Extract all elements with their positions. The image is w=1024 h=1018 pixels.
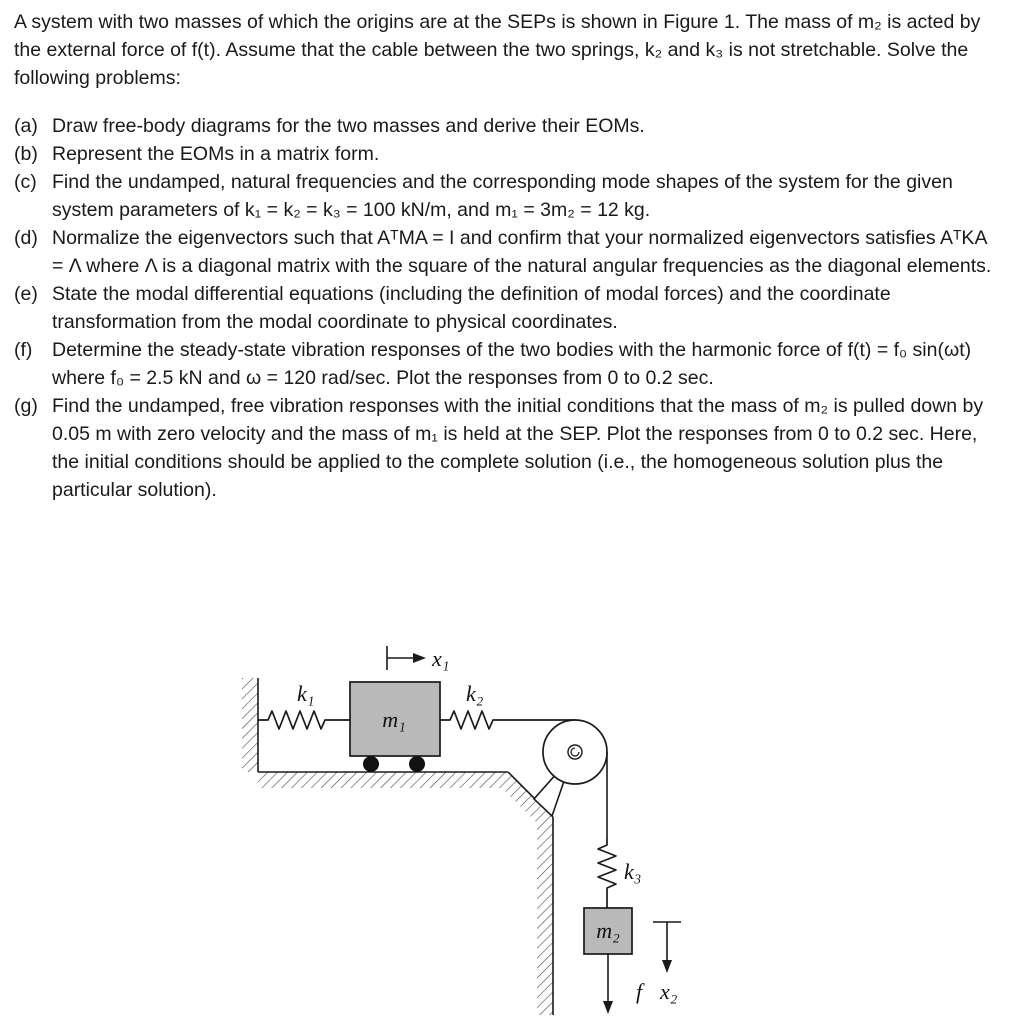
problem-item-b xyxy=(14,140,998,168)
m1-label: m₁ xyxy=(382,707,406,732)
pulley-hub xyxy=(568,745,582,759)
roller-right xyxy=(409,756,425,772)
problem-item-a xyxy=(14,112,998,140)
left-wall-hatch xyxy=(242,678,258,772)
figure-1-diagram xyxy=(0,628,1024,1018)
item-d-text: Normalize the eigenvectors such that AᵀMA = I and confirm that your normalized eigenvectors satisfies AᵀKA = Λ where Λ is a diagonal matrix with the square of the natural angular frequencies as the diagonal elements. xyxy=(52,227,992,277)
x1-label: x₁ xyxy=(432,646,450,671)
item-g-label: (g) xyxy=(14,395,38,417)
item-g-text: Find the undamped, free vibration responses with the initial conditions that the mass of m₂ is pulled down by 0.05 m with zero velocity and the mass of m₁ is held at the SEP. Plot the responses from 0 to 0.2 sec. Here, the initial conditions should be applied to the complete solution (i.e., the homogeneous solution plus the particular solution). xyxy=(52,395,984,501)
spring-k3 xyxy=(598,840,616,908)
x1-arrowhead xyxy=(413,653,426,663)
item-f-text: Determine the steady-state vibration responses of the two bodies with the harmonic force of f(t) = f₀ sin(ωt) where f₀ = 2.5 kN and ω = 120 rad/sec. Plot the responses from 0 to 0.2 sec. xyxy=(52,339,972,389)
spring-k1 xyxy=(258,711,350,729)
m2-label: m₂ xyxy=(596,918,620,943)
item-e-text: State the modal differential equations (including the definition of modal forces) and the coordinate transformation from the modal coordinate to physical coordinates. xyxy=(52,283,891,333)
item-c-label: (c) xyxy=(14,171,37,193)
k3-label: k₃ xyxy=(624,859,642,884)
roller-left xyxy=(363,756,379,772)
problem-item-f xyxy=(14,336,998,392)
x2-arrowhead xyxy=(662,960,672,973)
intro-paragraph: A system with two masses of which the origins are at the SEPs is shown in Figure 1. The mass of m₂ is acted by the external force of f(t). Assume that the cable between the two springs, k₂ and k₃ is not stretchable. Solve the following problems: xyxy=(14,11,981,89)
problem-item-c xyxy=(14,168,998,224)
item-c-text: Find the undamped, natural frequencies and the corresponding mode shapes of the system for the given system parameters of k₁ = k₂ = k₃ = 100 kN/m, and m₁ = 3m₂ = 12 kg. xyxy=(52,171,953,221)
right-wall-hatch xyxy=(537,817,553,1015)
item-b-label: (b) xyxy=(14,143,38,165)
problem-item-e xyxy=(14,280,998,336)
problem-item-d xyxy=(14,224,998,280)
x2-label: x₂ xyxy=(660,979,678,1004)
item-a-text: Draw free-body diagrams for the two masses and derive their EOMs. xyxy=(52,115,645,137)
k2-label: k₂ xyxy=(466,681,484,706)
problem-item-g xyxy=(14,392,998,504)
force-arrowhead xyxy=(603,1001,613,1014)
f-label: f xyxy=(636,979,643,1004)
problem-list xyxy=(14,112,998,504)
item-b-text: Represent the EOMs in a matrix form. xyxy=(52,143,380,165)
floor-hatch xyxy=(258,772,508,788)
item-f-label: (f) xyxy=(14,339,33,361)
k1-label: k₁ xyxy=(297,681,315,706)
item-a-label: (a) xyxy=(14,115,38,137)
item-e-label: (e) xyxy=(14,283,38,305)
item-d-label: (d) xyxy=(14,227,38,249)
